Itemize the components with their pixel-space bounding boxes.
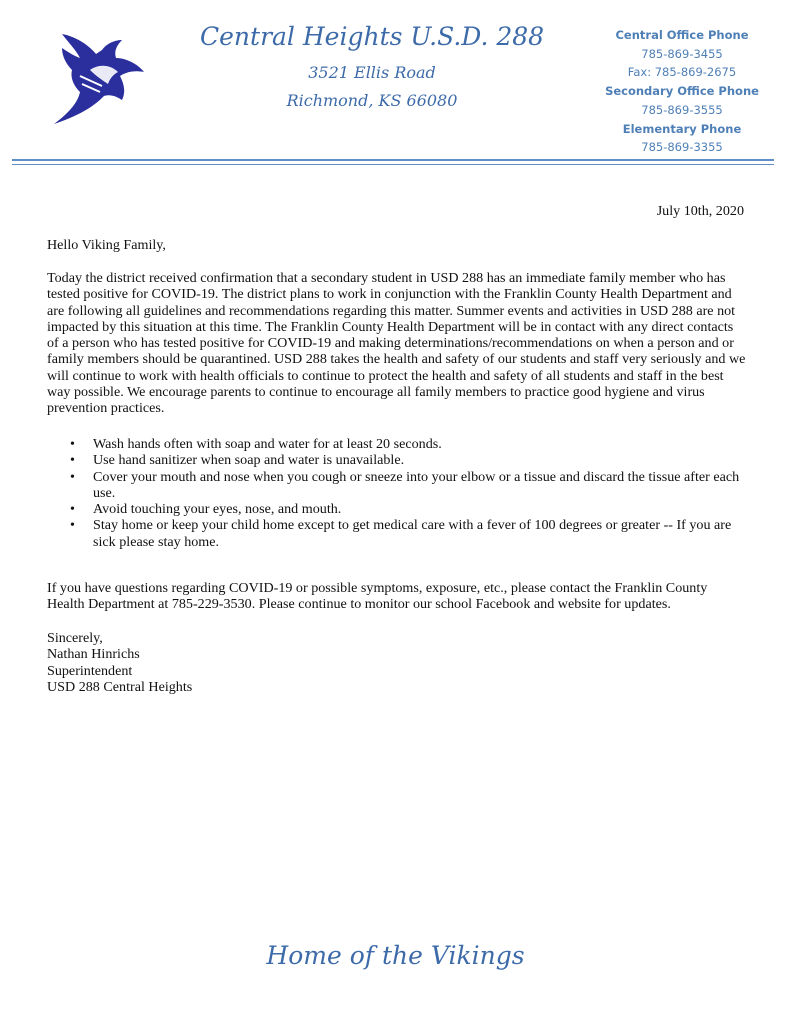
list-item (47, 501, 747, 517)
viking-helmet-logo-icon (44, 30, 152, 126)
header-divider (12, 159, 774, 161)
contact-line: Central Office Phone (615, 28, 749, 42)
list-item-text: Stay home or keep your child home except to get medical care with a fever of 100 degrees or greater -- If you are sick please stay home. (93, 517, 732, 550)
signer-title: Superintendent (47, 662, 133, 679)
list-item-text: Use hand sanitizer when soap and water is unavailable. (93, 452, 405, 469)
bullet-icon: • (70, 517, 75, 534)
guidance-list (47, 436, 747, 550)
signer-org: USD 288 Central Heights (47, 678, 193, 695)
footer-tagline: Home of the Vikings (266, 941, 525, 970)
list-item-text: Cover your mouth and nose when you cough or sneeze into your elbow or a tissue and discard the tissue after each use. (93, 468, 740, 501)
letter-date: July 10th, 2020 (656, 203, 744, 219)
list-item-text: Avoid touching your eyes, nose, and mouth. (93, 501, 342, 518)
contact-block (600, 26, 764, 157)
address-line-1: 3521 Ellis Road (308, 63, 436, 82)
greeting: Hello Viking Family, (47, 237, 166, 253)
list-item-text: Wash hands often with soap and water for at least 20 seconds. (93, 436, 442, 452)
closing: Sincerely, (47, 630, 103, 646)
body-paragraph-1: Today the district received confirmation that a secondary student in USD 288 has an immediate family member who has tested positive for COVID-19. The district plans to work in conjunction with the Franklin County Health Department and are following all guidelines and recommendations regarding this matter. Summer events and activities in USD 288 are not impacted by this situation at this time. The Franklin County Health Department will be in contact with any direct contacts of a person who has tested positive for COVID-19 and making determinations/recommendations on when a person and or family members should be quarantined. USD 288 takes the health and safety of our students and staff very seriously and we will continue to work with health officials to continue to protect the health and safety of all students and staff in the best way possible. We encourage parents to continue to encourage all family members to practice good hygiene and virus prevention practices. (47, 270, 746, 417)
contact-line: Elementary Phone (622, 121, 742, 136)
district-name: Central Heights U.S.D. 288 (200, 22, 545, 51)
bullet-icon: • (70, 468, 75, 485)
list-item (47, 436, 747, 452)
header-divider-thin (12, 164, 774, 165)
list-item (47, 469, 747, 502)
address-line-2: Richmond, KS 66080 (286, 91, 458, 110)
contact-line: 785-869-3455 (641, 46, 723, 61)
body-paragraph-2: If you have questions regarding COVID-19 or possible symptoms, exposure, etc., please contact the Franklin County Health Department at 785-229-3530. Please continue to monitor our school Facebook and website for updates. (47, 580, 708, 613)
contact-line: Secondary Office Phone (605, 84, 759, 99)
contact-line: Fax: 785-869-2675 (627, 65, 737, 80)
list-item (47, 517, 747, 550)
bullet-icon: • (70, 436, 75, 452)
list-item (47, 452, 747, 468)
bullet-icon: • (70, 452, 75, 469)
contact-line: 785-869-3355 (641, 140, 723, 155)
bullet-icon: • (70, 501, 75, 518)
signer-name: Nathan Hinrichs (47, 646, 140, 663)
contact-line: 785-869-3555 (641, 102, 723, 117)
